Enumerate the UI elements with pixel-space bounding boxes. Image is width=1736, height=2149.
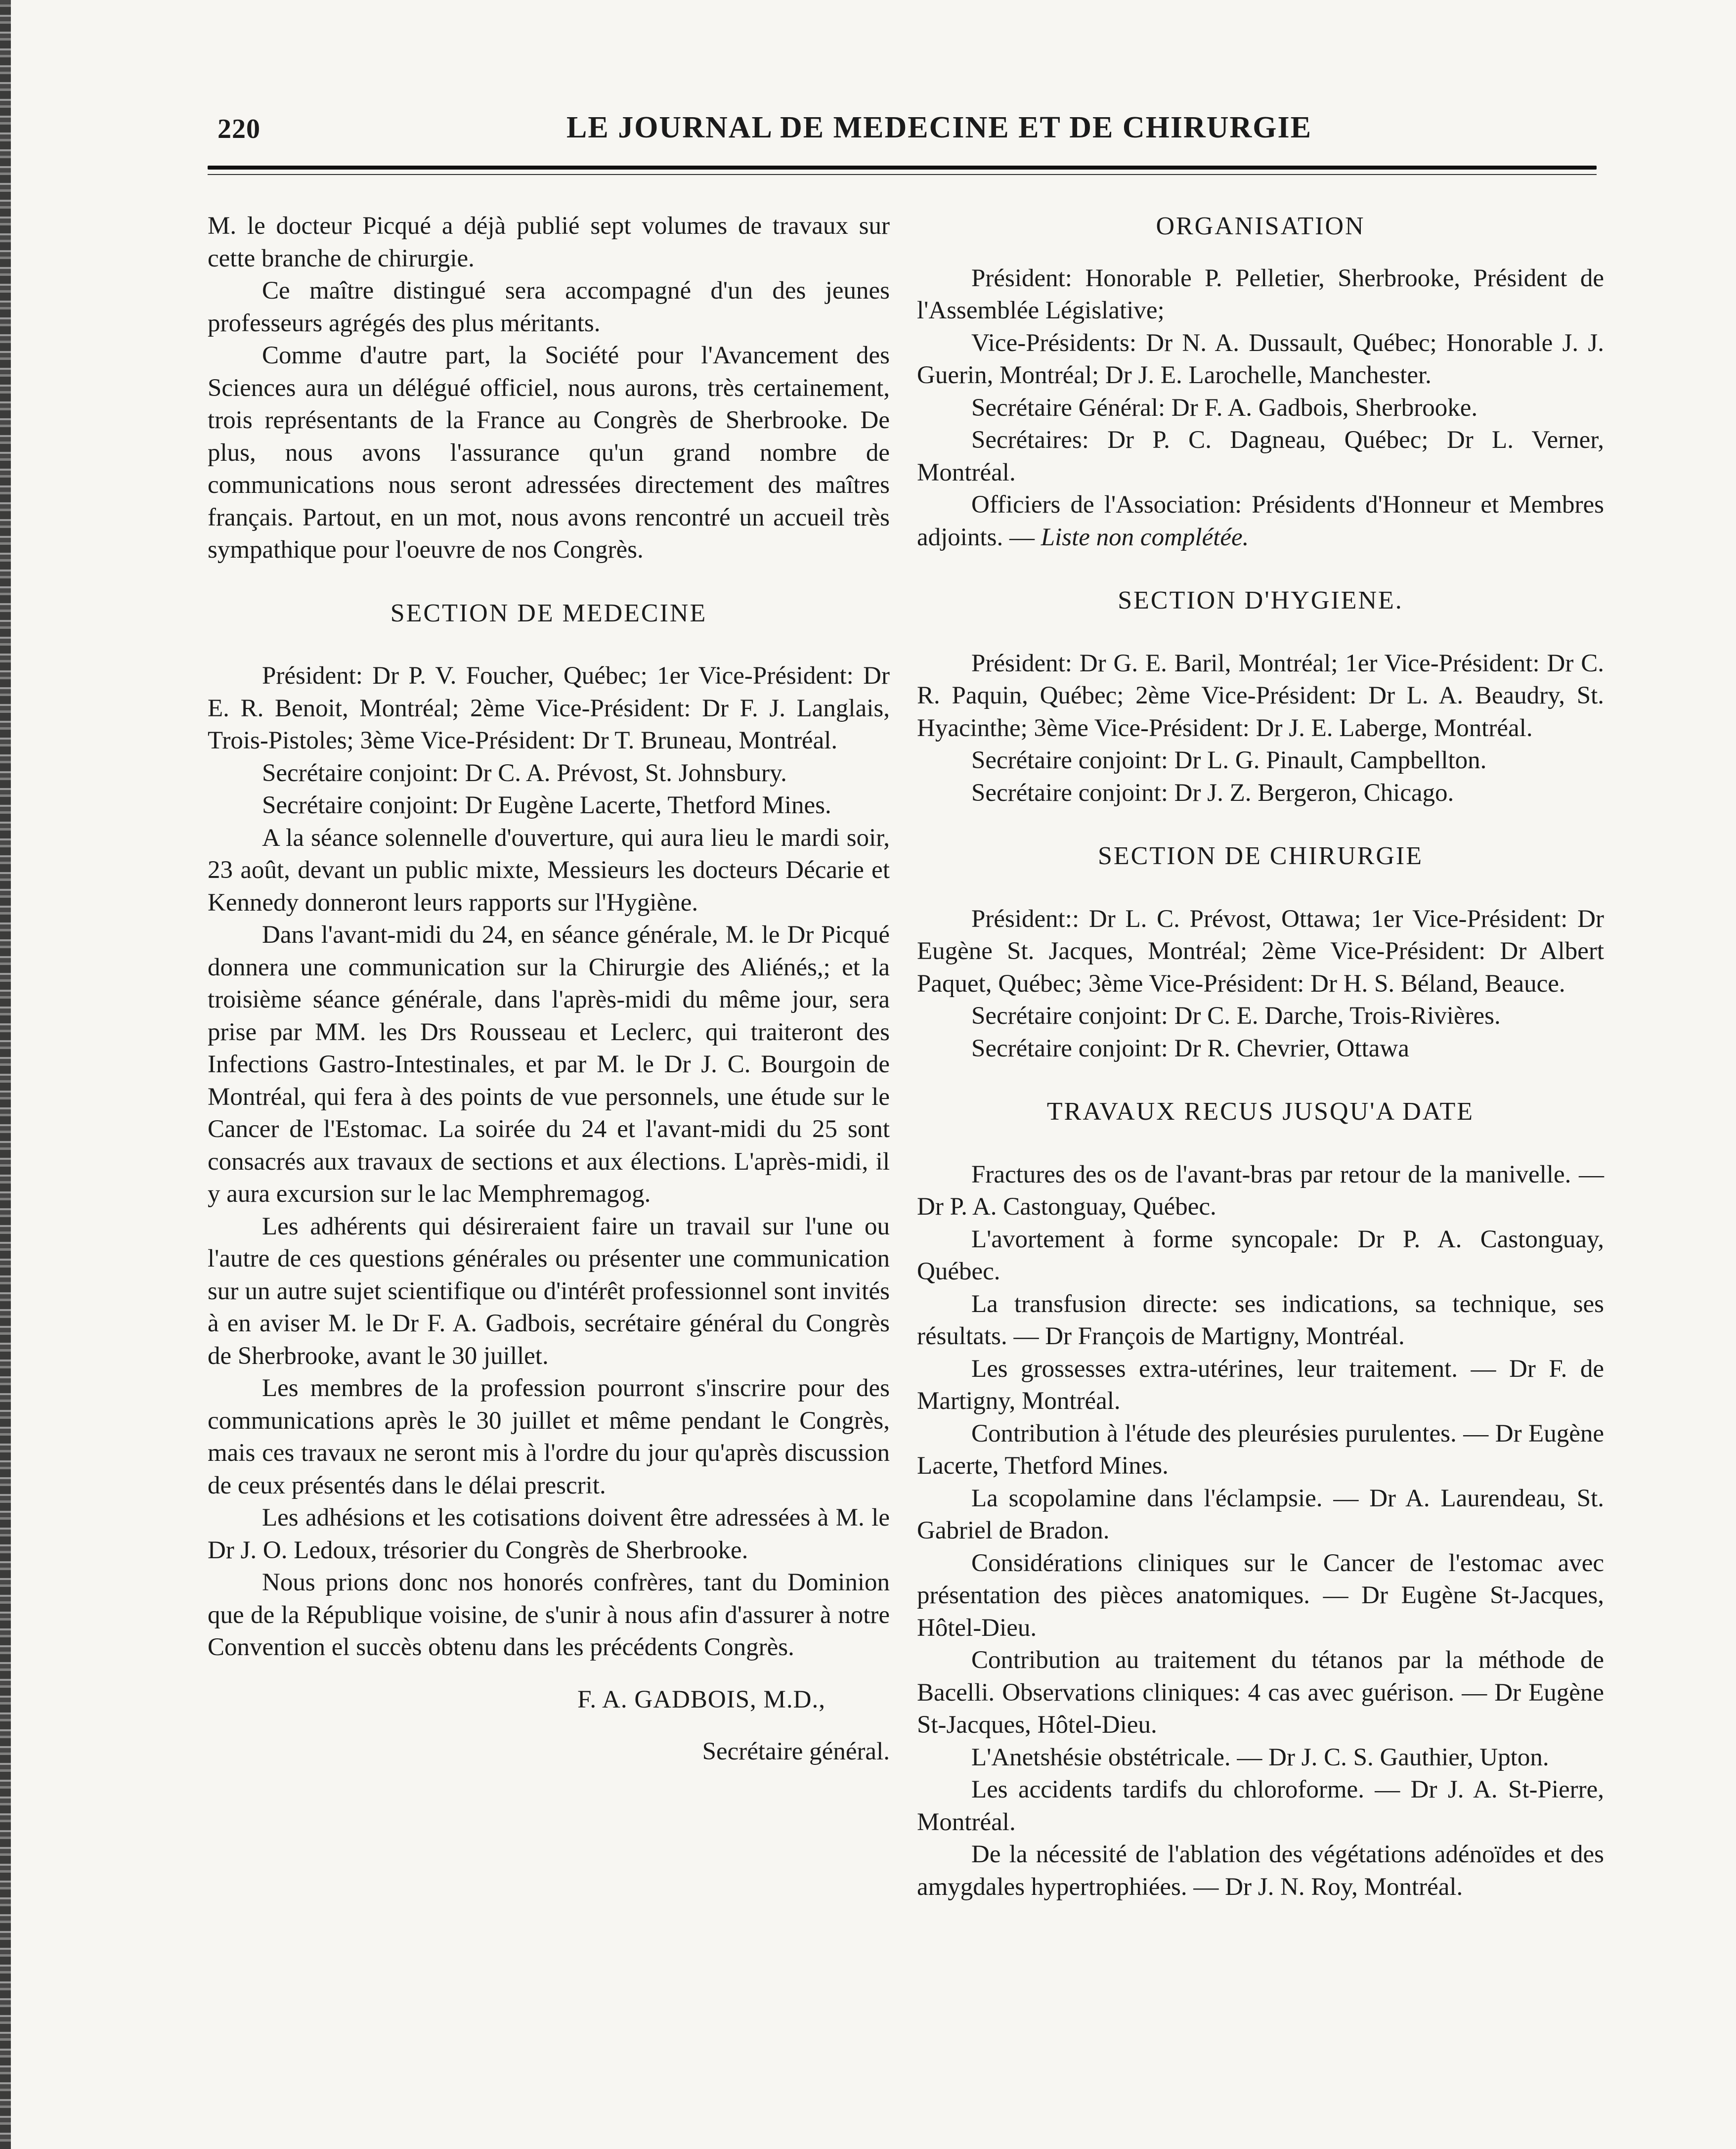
organisation-secretary-general: Secrétaire Général: Dr F. A. Gadbois, Sherbrooke. (971, 394, 1478, 422)
travaux-item: De la nécessité de l'ablation des végétations adénoïdes et des amygdales hypertrophiées. — Dr J. N. Roy, Montréal. (917, 1841, 1604, 1901)
chirurgie-officers: Président:: Dr L. C. Prévost, Ottawa; 1er Vice-Président: Dr Eugène St. Jacques, Montréal; 2ème Vice-Président: Dr Albert Paquet, Québec; 3ème Vice-Président: Dr H. S. Béland, Beauce. (917, 905, 1604, 998)
travaux-item: L'avortement à forme syncopale: Dr P. A. Castonguay, Québec. (917, 1225, 1604, 1285)
organisation-vice-presidents: Vice-Présidents: Dr N. A. Dussault, Québec; Honorable J. J. Guerin, Montréal; Dr J. E. Larochelle, Manchester. (917, 329, 1604, 389)
right-column (917, 210, 1604, 1903)
paragraph: M. le docteur Picqué a déjà publié sept volumes de travaux sur cette branche de chirurgie. (208, 212, 890, 272)
organisation-officers-note: Liste non complétée. (1041, 523, 1249, 551)
travaux-item: Contribution au traitement du tétanos par la méthode de Bacelli. Observations cliniques: 4 cas avec guérison. — Dr Eugène St-Jacques, Hôtel-Dieu. (917, 1646, 1604, 1739)
header-rule-thin (208, 174, 1597, 175)
travaux-item: Contribution à l'étude des pleurésies purulentes. — Dr Eugène Lacerte, Thetford Mines. (917, 1419, 1604, 1480)
section-medecine-officers: Président: Dr P. V. Foucher, Québec; 1er Vice-Président: Dr E. R. Benoit, Montréal; 2ème Vice-Président: Dr F. J. Langlais, Trois-Pistoles; 3ème Vice-Président: Dr T. Bruneau, Montréal. (208, 662, 890, 754)
travaux-item: L'Anetshésie obstétricale. — Dr J. C. S. Gauthier, Upton. (971, 1743, 1549, 1771)
organisation-heading: ORGANISATION (1156, 212, 1365, 240)
travaux-item: La transfusion directe: ses indications, sa technique, ses résultats. — Dr François de Martigny, Montréal. (917, 1290, 1604, 1350)
hygiene-heading: SECTION D'HYGIENE. (1118, 586, 1403, 614)
organisation-officers-text: Officiers de l'Association: Présidents d'Honneur et Membres adjoints. — (917, 491, 1604, 551)
organisation-secretaries: Secrétaires: Dr P. C. Dagneau, Québec; Dr L. Verner, Montréal. (917, 426, 1604, 486)
travaux-item: Les accidents tardifs du chloroforme. — Dr J. A. St-Pierre, Montréal. (917, 1776, 1604, 1836)
travaux-item: Fractures des os de l'avant-bras par retour de la manivelle. — Dr P. A. Castonguay, Québec. (917, 1160, 1604, 1221)
paragraph: Comme d'autre part, la Société pour l'Avancement des Sciences aura un délégué officiel, nous aurons, très certainement, trois représentants de la France au Congrès de Sherbrooke. De plus, nous avons l'assurance qu'un grand nombre de communications nous seront adressées directement des maîtres français. Partout, en un mot, nous avons rencontré un accueil très sympathique pour l'oeuvre de nos Congrès. (208, 342, 890, 564)
paragraph: Les membres de la profession pourront s'inscrire pour des communications après le 30 juillet et même pendant le Congrès, mais ces travaux ne seront mis à l'ordre du jour qu'après discussion de ceux présentés dans le délai prescrit. (208, 1374, 890, 1499)
paragraph: Dans l'avant-midi du 24, en séance générale, M. le Dr Picqué donnera une communication sur la Chirurgie des Aliénés,; et la troisième séance générale, dans l'après-midi du même jour, sera prise par MM. les Drs Rousseau et Leclerc, qui traiteront des Infections Gastro-Intestinales, et par M. le Dr J. C. Bourgoin de Montréal, qui fera à des points de vue personnels, une étude sur le Cancer de l'Estomac. La soirée du 24 et l'avant-midi du 25 sont consacrés aux travaux de sections et aux élections. L'après-midi, il y aura excursion sur le lac Memphremagog. (208, 921, 890, 1208)
hygiene-secretary: Secrétaire conjoint: Dr L. G. Pinault, Campbellton. (971, 746, 1487, 774)
paragraph: Les adhérents qui désireraient faire un travail sur l'une ou l'autre de ces questions générales ou présenter une communication sur un autre sujet scientifique ou d'intérêt professionnel sont invités à en aviser M. le Dr F. A. Gadbois, secrétaire général du Congrès de Sherbrooke, avant le 30 juillet. (208, 1212, 890, 1370)
travaux-item: Considérations cliniques sur le Cancer de l'estomac avec présentation des pièces anatomiques. — Dr Eugène St-Jacques, Hôtel-Dieu. (917, 1549, 1604, 1642)
chirurgie-secretary: Secrétaire conjoint: Dr R. Chevrier, Ottawa (971, 1034, 1409, 1062)
scan-edge-shadow (0, 0, 11, 2149)
organisation-president: Président: Honorable P. Pelletier, Sherbrooke, Président de l'Assemblée Législative; (917, 264, 1604, 324)
travaux-item: Les grossesses extra-utérines, leur traitement. — Dr F. de Martigny, Montréal. (917, 1355, 1604, 1415)
travaux-item: La scopolamine dans l'éclampsie. — Dr A. Laurendeau, St. Gabriel de Bradon. (917, 1484, 1604, 1544)
signature-title: Secrétaire général. (702, 1738, 890, 1765)
chirurgie-heading: SECTION DE CHIRURGIE (1098, 842, 1423, 870)
chirurgie-secretary: Secrétaire conjoint: Dr C. E. Darche, Trois-Rivières. (971, 1002, 1501, 1030)
hygiene-secretary: Secrétaire conjoint: Dr J. Z. Bergeron, Chicago. (971, 779, 1454, 807)
page-number: 220 (217, 114, 260, 144)
running-title: LE JOURNAL DE MEDECINE ET DE CHIRURGIE (566, 111, 1312, 144)
page-header (208, 106, 1597, 151)
section-medecine-secretary: Secrétaire conjoint: Dr Eugène Lacerte, Thetford Mines. (262, 791, 831, 819)
paragraph: Les adhésions et les cotisations doivent être adressées à M. le Dr J. O. Ledoux, trésorier du Congrès de Sherbrooke. (208, 1504, 890, 1564)
header-rule (208, 166, 1597, 170)
paragraph: A la séance solennelle d'ouverture, qui aura lieu le mardi soir, 23 août, devant un public mixte, Messieurs les docteurs Décarie et Kennedy donneront leurs rapports sur l'Hygiène. (208, 824, 890, 917)
hygiene-officers: Président: Dr G. E. Baril, Montréal; 1er Vice-Président: Dr C. R. Paquin, Québec; 2ème Vice-Président: Dr L. A. Beaudry, St. Hyacinthe; 3ème Vice-Président: Dr J. E. Laberge, Montréal. (917, 649, 1604, 742)
paragraph: Nous prions donc nos honorés confrères, tant du Dominion que de la République voisine, de s'unir à nous afin d'assurer à notre Convention el succès obtenu dans les précédents Congrès. (208, 1569, 890, 1661)
paragraph: Ce maître distingué sera accompagné d'un des jeunes professeurs agrégés des plus méritants. (208, 277, 890, 337)
organisation-officers (917, 489, 1604, 554)
section-medecine-heading: SECTION DE MEDECINE (390, 599, 707, 627)
travaux-heading: TRAVAUX RECUS JUSQU'A DATE (1046, 1097, 1475, 1126)
section-medecine-secretary: Secrétaire conjoint: Dr C. A. Prévost, St. Johnsbury. (262, 759, 787, 787)
signature-name: F. A. GADBOIS, M.D., (577, 1685, 825, 1713)
left-column (208, 210, 890, 1768)
